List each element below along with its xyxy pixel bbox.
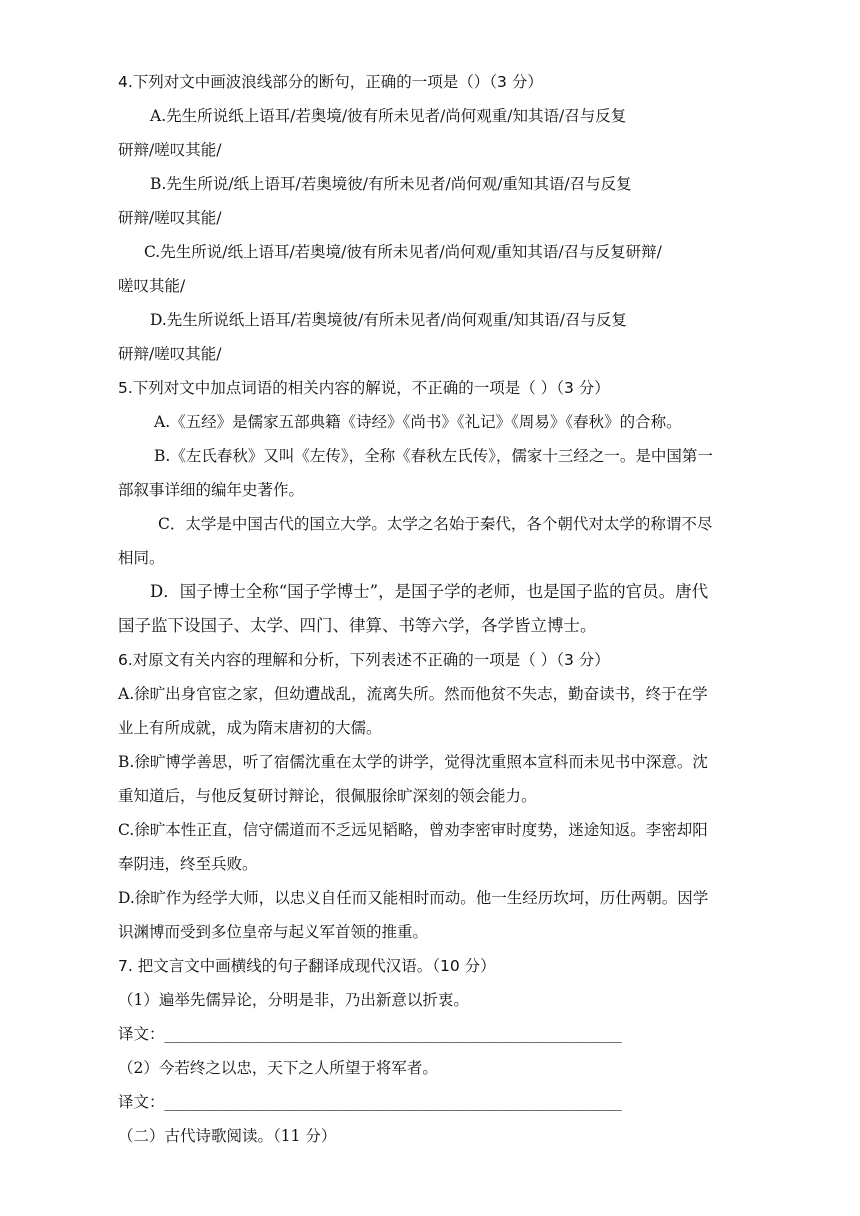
q4-option-c-line2: 嗟叹其能/ [118, 277, 186, 295]
q6-option-c-line2: 奉阴违，终至兵败。 [118, 855, 258, 873]
q7-sentence-2: （2）今若终之以忠，天下之人所望于将军者。 [118, 1059, 438, 1077]
q7-translation-blank-2[interactable]: 译文：___________________________________________________________ [118, 1093, 622, 1111]
q6-option-a-line2: 业上有所成就，成为隋末唐初的大儒。 [118, 719, 382, 737]
q6-option-d-line2: 识渊博而受到多位皇帝与起义军首领的推重。 [118, 923, 429, 941]
q4-option-d-line1: D.先生所说纸上语耳/若奥境彼/有所未见者/尚何观重/知其语/召与反复 [150, 311, 627, 329]
q5-option-c-line2: 相同。 [118, 549, 165, 567]
q5-stem: 5.下列对文中加点词语的相关内容的解说，不正确的一项是（ ）（3 分） [118, 379, 610, 397]
q4-option-c-line1: C.先生所说/纸上语耳/若奥境/彼有所未见者/尚何观/重知其语/召与反复研辩/ [144, 243, 662, 261]
q7-stem: 7. 把文言文中画横线的句子翻译成现代汉语。（10 分） [118, 957, 496, 975]
q6-option-b-line1: B.徐旷博学善思，听了宿儒沈重在太学的讲学，觉得沈重照本宣科而未见书中深意。沈 [118, 753, 708, 771]
section-heading-poetry: （二）古代诗歌阅读。（11 分） [118, 1127, 337, 1145]
q6-option-a-line1: A.徐旷出身官宦之家，但幼遭战乱，流离失所。然而他贫不失志，勤奋读书，终于在学 [118, 685, 708, 703]
q4-option-a-line2: 研辩/嗟叹其能/ [118, 141, 222, 159]
q6-option-c-line1: C.徐旷本性正直，信守儒道而不乏远见韬略，曾劝李密审时度势，迷途知返。李密却阳 [118, 821, 708, 839]
q7-translation-blank-1[interactable]: 译文：___________________________________________________________ [118, 1025, 622, 1043]
q5-option-b-line1: B.《左氏春秋》又叫《左传》，全称《春秋左氏传》，儒家十三经之一。是中国第一 [154, 447, 713, 465]
q5-option-b-line2: 部叙事详细的编年史著作。 [118, 481, 305, 499]
q7-sentence-1: （1）遍举先儒异论，分明是非，乃出新意以折衷。 [118, 991, 469, 1009]
q6-option-b-line2: 重知道后，与他反复研讨辩论，很佩服徐旷深刻的领会能力。 [118, 787, 537, 805]
q6-stem: 6.对原文有关内容的理解和分析，下列表述不正确的一项是（ ）（3 分） [118, 651, 610, 669]
q4-option-b-line1: B.先生所说/纸上语耳/若奥境彼/有所未见者/尚何观/重知其语/召与反复 [150, 175, 632, 193]
q4-option-b-line2: 研辩/嗟叹其能/ [118, 209, 222, 227]
q5-option-d-line1: D．国子博士全称“国子学博士”，是国子学的老师，也是国子监的官员。唐代 [150, 582, 709, 601]
q5-option-d-line2: 国子监下设国子、太学、四门、律算、书等六学，各学皆立博士。 [118, 616, 597, 635]
q6-option-d-line1: D.徐旷作为经学大师，以忠义自任而又能相时而动。他一生经历坎坷，历仕两朝。因学 [118, 889, 709, 907]
q5-option-a: A.《五经》是儒家五部典籍《诗经》《尚书》《礼记》《周易》《春秋》的合称。 [154, 413, 682, 431]
q4-stem: 4.下列对文中画波浪线部分的断句，正确的一项是（）（3 分） [118, 73, 543, 91]
q5-option-c-line1: C．太学是中国古代的国立大学。太学之名始于秦代，各个朝代对太学的称谓不尽 [158, 515, 713, 533]
q4-option-a-line1: A.先生所说纸上语耳/若奥境/彼有所未见者/尚何观重/知其语/召与反复 [150, 107, 627, 125]
q4-option-d-line2: 研辩/嗟叹其能/ [118, 345, 222, 363]
